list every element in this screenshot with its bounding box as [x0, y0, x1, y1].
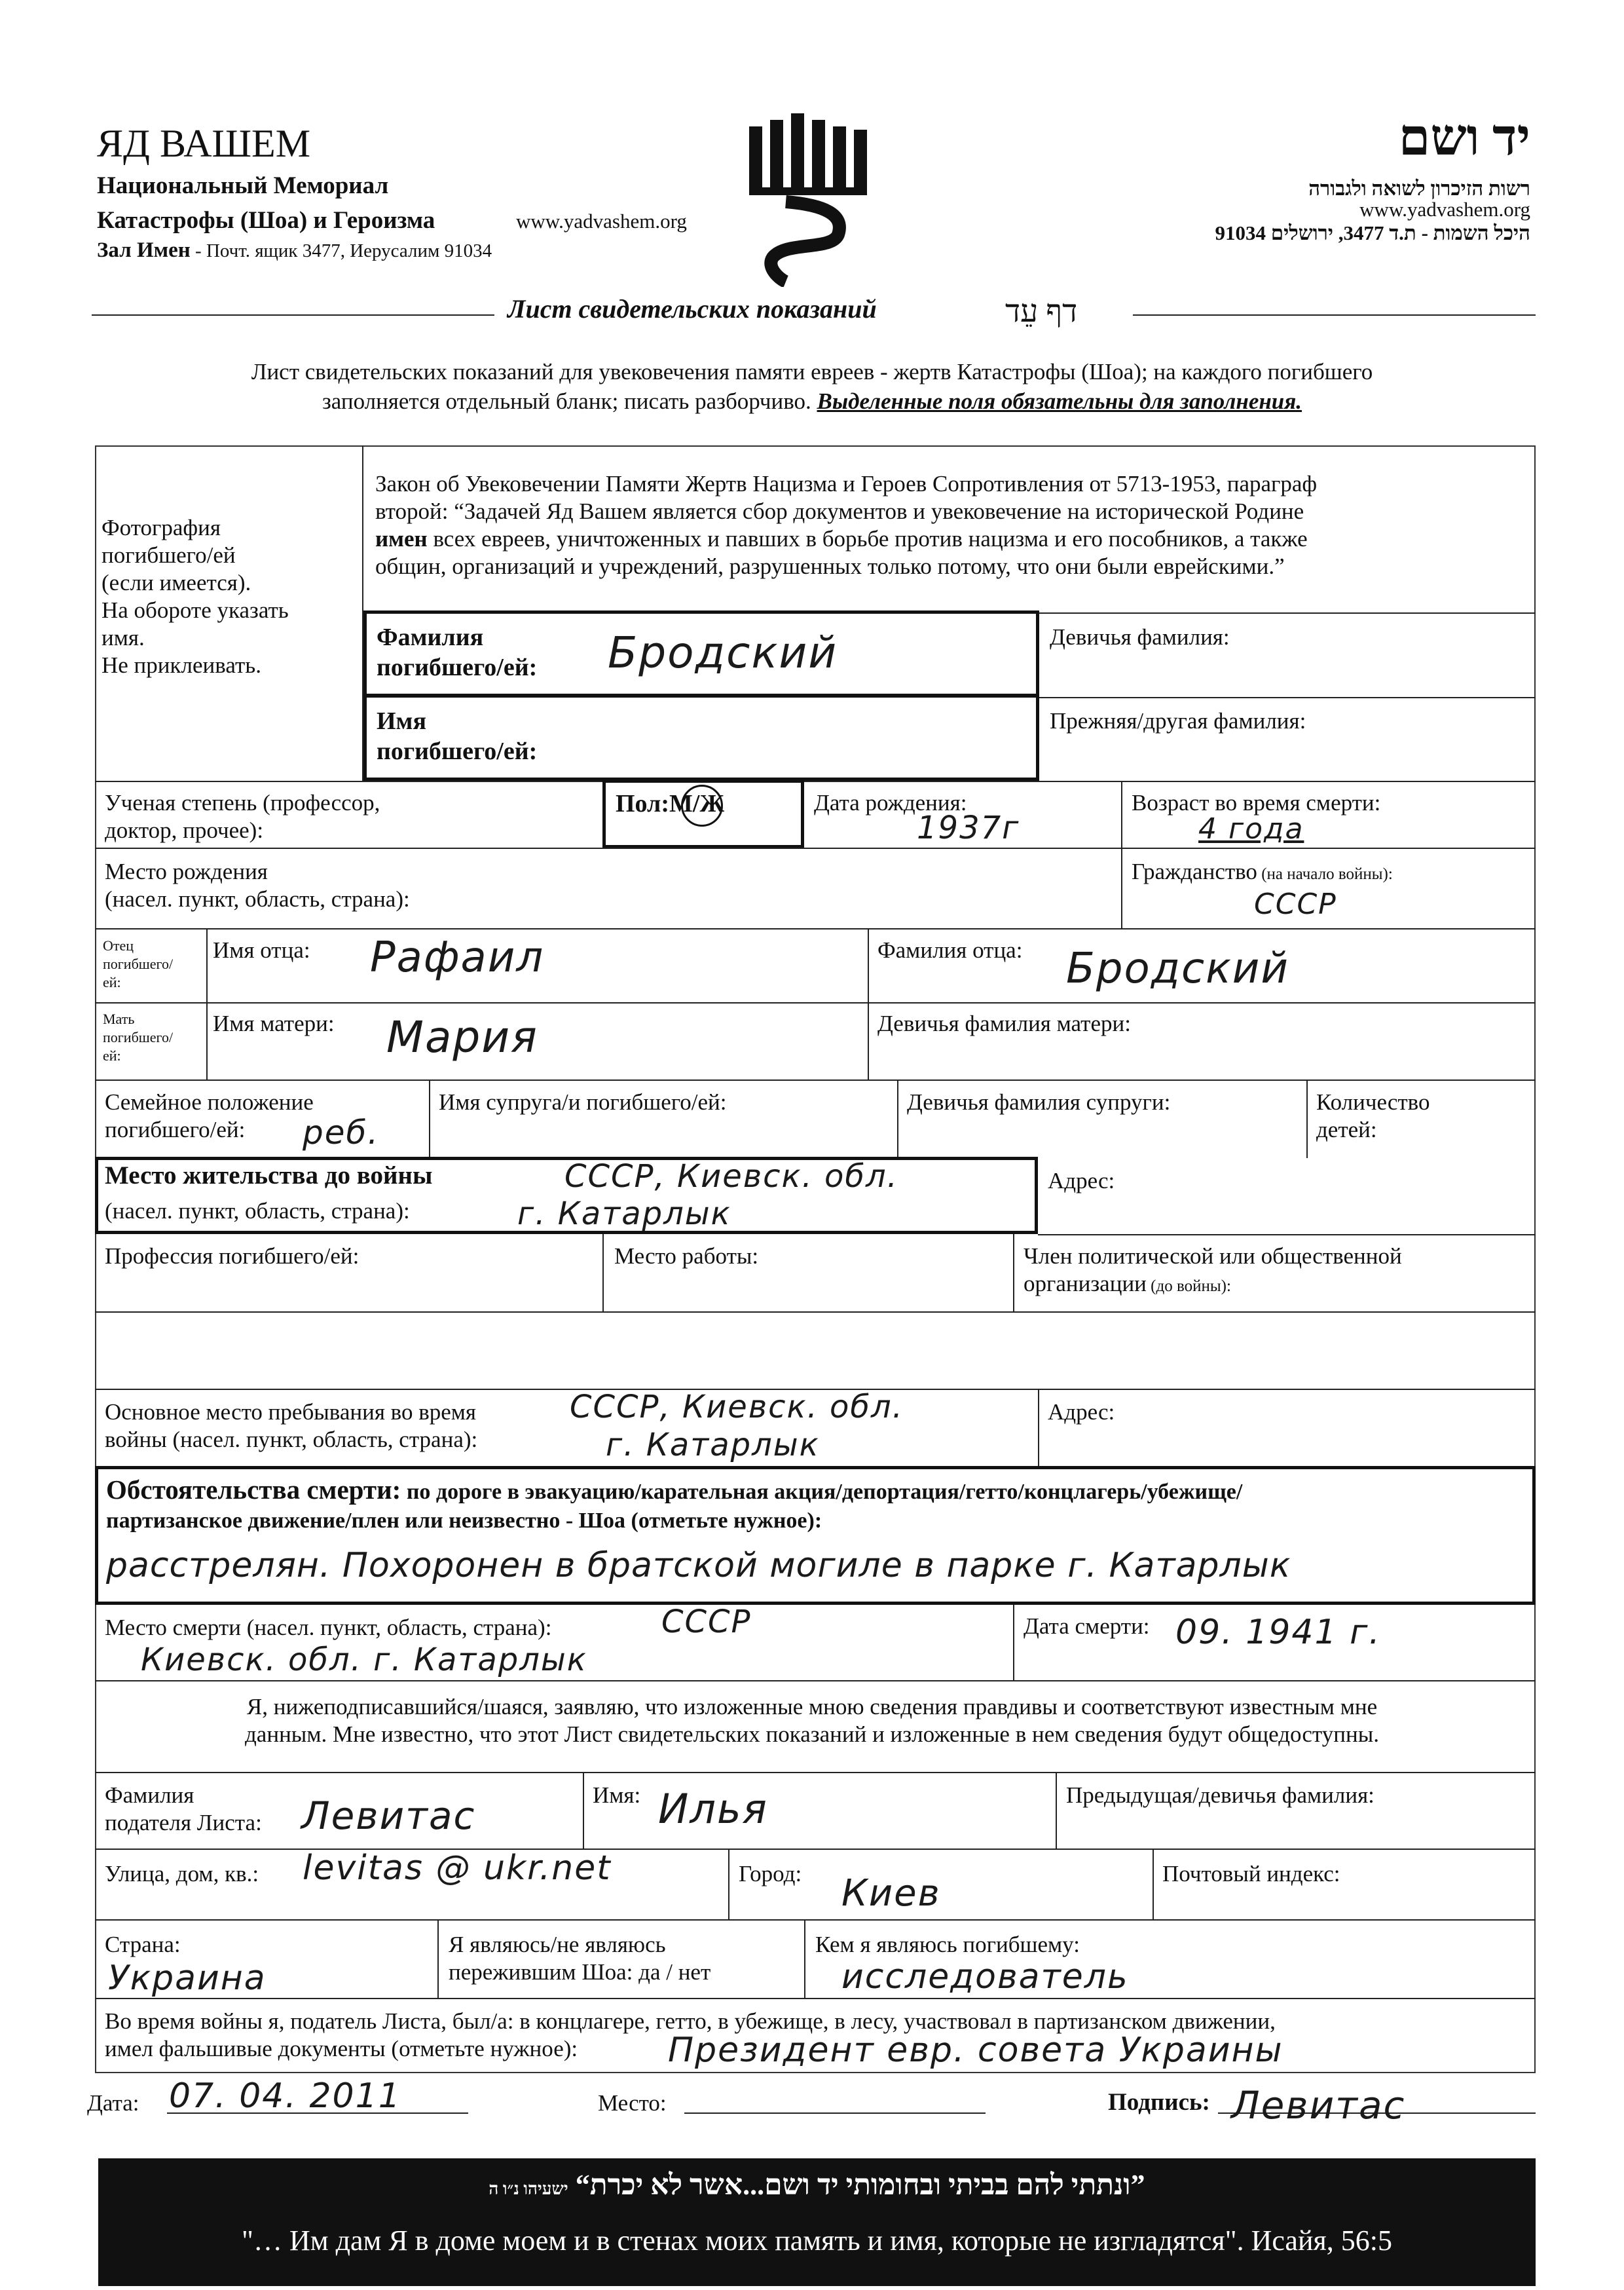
footer-ru-text: "… Им дам Я в доме моем и в стенах моих память и имя, которые не изгладятся". [242, 2224, 1244, 2257]
header-line3-ru [97, 238, 492, 263]
death-date-value: 09. 1941 г. [1175, 1613, 1381, 1652]
submitter-surname-line: Фамилия [105, 1782, 194, 1808]
submitter-prev-label: Предыдущая/девичья фамилия: [1066, 1782, 1375, 1808]
death-circ-label [106, 1475, 1242, 1535]
submitter-name-value: Илья [658, 1785, 768, 1833]
father-side-line: ей: [103, 974, 121, 990]
intro-line1: Лист свидетельских показаний для увековечения памяти евреев - жертв Катастрофы (Шоа); на каждого погибшего [251, 359, 1373, 385]
death-date-label: Дата смерти: [1024, 1613, 1150, 1639]
mother-name-value: Мария [386, 1012, 538, 1062]
wartime-self-line: имел фальшивые документы (отметьте нужное): [105, 2036, 578, 2061]
row-line [95, 781, 1536, 782]
form-title-he: דף עֵד [1005, 294, 1078, 329]
col-line [429, 1079, 430, 1158]
age-value: 4 года [1198, 812, 1304, 846]
birthplace-label-line: Место рождения [105, 859, 268, 884]
row-line [95, 1680, 1536, 1681]
footer-ru-quote [98, 2224, 1536, 2257]
wartime-value-2: г. Катарлык [606, 1427, 820, 1463]
col-line [1013, 1234, 1014, 1311]
col-line [1013, 1605, 1014, 1681]
degree-label-line: доктор, прочее): [105, 817, 264, 843]
mother-name-label: Имя матери: [213, 1011, 335, 1036]
photo-note-line: На обороте указать [101, 597, 289, 623]
signature-label: Подпись: [1108, 2089, 1210, 2116]
street-label: Улица, дом, кв.: [105, 1861, 259, 1886]
marital-value: реб. [303, 1114, 380, 1152]
death-place-label: Место смерти (насел. пункт, область, страна): [105, 1615, 552, 1640]
signature-value: Левитас [1231, 2083, 1406, 2128]
row-line [95, 848, 1536, 849]
address: - Почт. ящик 3477, Иерусалим 91034 [190, 240, 492, 261]
photo-note-line: имя. [101, 625, 145, 650]
citizenship-label-text: Гражданство [1132, 859, 1257, 884]
citizenship-value: СССР [1254, 888, 1337, 921]
law-line-rest: всех евреев, уничтоженных и павших в борьбе против нацизма и его пособников, а также [433, 526, 1308, 552]
father-name-label: Имя отца: [213, 937, 310, 963]
degree-label-line: Ученая степень (профессор, [105, 790, 380, 816]
father-surname-label: Фамилия отца: [877, 937, 1023, 963]
spouse-maiden-label: Девичья фамилия супруги: [907, 1089, 1171, 1115]
member-note: (до войны): [1146, 1277, 1231, 1295]
wartime-label-line: Основное место пребывания во время [105, 1399, 477, 1425]
row-line [1038, 1234, 1536, 1235]
death-circ-options: по дороге в эвакуацию/карательная акция/депортация/гетто/концлагерь/убежище/ [401, 1480, 1243, 1504]
col-line [1038, 1389, 1039, 1467]
declaration-line: данным. Мне известно, что этот Лист свидетельских показаний и изложенные в нем сведения будут общедоступны. [245, 1721, 1379, 1747]
submitter-surname-label [105, 1782, 262, 1837]
header-title-he: יד ושם [1398, 109, 1530, 166]
father-side-line: Отец [103, 937, 134, 954]
death-circ-line1 [106, 1475, 1242, 1507]
photo-note [101, 514, 289, 679]
member-label-line2 [1024, 1270, 1402, 1298]
footer-he-text: ”ונתתי להם בביתי ובחומותי יד ושם...אשר לא יכרת“ [575, 2169, 1145, 2201]
father-side-line: погибшего/ [103, 956, 174, 972]
col-line [437, 1919, 439, 1998]
residence-value-1: СССР, Киевск. обл. [564, 1158, 898, 1195]
row-line [95, 1919, 1536, 1921]
intro-required: Выделенные поля обязательны для заполнения. [817, 388, 1302, 414]
residence-label [105, 1161, 432, 1190]
wartime-value-1: СССР, Киевск. обл. [570, 1389, 904, 1425]
col-line [602, 1234, 604, 1311]
row-line [95, 1998, 1536, 1999]
mother-side [103, 1010, 173, 1065]
row-line [95, 928, 1536, 929]
residence-value-2: г. Катарлык [517, 1195, 731, 1232]
citizenship-label [1132, 858, 1393, 886]
residence-label-text: Место жительства до войны [105, 1161, 433, 1190]
surname-label-line: Фамилия [377, 624, 484, 651]
date-label: Дата: [87, 2090, 139, 2116]
survivor-label-line: Я являюсь/не являюсь [449, 1932, 666, 1957]
col-line [206, 928, 208, 1080]
marital-label-line: погибшего/ей: [105, 1117, 246, 1142]
law-line [375, 525, 1317, 553]
degree-label [105, 789, 380, 844]
header-title-ru: ЯД ВАШЕМ [97, 122, 311, 165]
children-label-line: детей: [1316, 1117, 1377, 1142]
row-line [95, 1311, 1536, 1313]
maiden-label: Девичья фамилия: [1050, 624, 1230, 650]
wartime-label-line: войны (насел. пункт, область, страна): [105, 1427, 478, 1452]
col-line [1056, 1772, 1057, 1849]
name-label-line: погибшего/ей: [377, 738, 538, 765]
footer-he-source: ישעיהו נ״ו ה [489, 2179, 568, 2198]
submitter-surname-value: Левитас [301, 1793, 476, 1838]
country-value: Украина [108, 1959, 267, 1998]
header-website-he: www.yadvashem.org [1359, 198, 1530, 221]
col-line [583, 1772, 584, 1849]
title-rule-right [1133, 314, 1536, 316]
gender-options[interactable]: М/Ж [669, 790, 725, 817]
birthdate-label: Дата рождения: [814, 790, 967, 816]
birthplace-label-line: (насел. пункт, область, страна): [105, 886, 410, 912]
birthplace-label [105, 858, 410, 913]
intro-line2 [0, 388, 1624, 415]
name-label-line: Имя [377, 707, 426, 735]
father-side [103, 937, 173, 992]
title-rule-left [92, 314, 494, 316]
surname-label [377, 622, 537, 683]
country-label: Страна: [105, 1932, 181, 1957]
death-circ-value: расстрелян. Похоронен в братской могиле в парке г. Катарлык [106, 1546, 1291, 1585]
law-line: Закон об Увековечении Памяти Жертв Нацизма и Героев Сопротивления от 5713-1953, параграф [375, 471, 1318, 497]
photo-note-line: Не приклеивать. [101, 652, 261, 678]
declaration [0, 1693, 1624, 1748]
header-website: www.yadvashem.org [516, 210, 687, 233]
footer-ru-source: Исайя, 56:5 [1251, 2224, 1392, 2257]
mother-side-line: ей: [103, 1047, 121, 1064]
law-text [375, 470, 1317, 580]
street-value: levitas @ ukr.net [303, 1849, 612, 1888]
col-line [897, 1079, 898, 1158]
footer-he-quote [98, 2168, 1536, 2202]
address-label: Адрес: [1048, 1168, 1115, 1193]
header-line3-he: היכל השמות - ת.ד 3477, ירושלים 91034 [1215, 221, 1530, 244]
submitter-surname-line: подателя Листа: [105, 1810, 262, 1835]
submitter-name-label: Имя: [593, 1782, 641, 1808]
relation-value: исследователь [841, 1957, 1129, 1997]
col-line [804, 1919, 805, 1998]
gender-circle [681, 785, 723, 827]
date-value: 07. 04. 2011 [169, 2076, 401, 2116]
member-label-text: организации [1024, 1271, 1147, 1296]
relation-label: Кем я являюсь погибшему: [815, 1932, 1080, 1957]
birthdate-value: 1937г [917, 810, 1020, 846]
col-line [728, 1849, 729, 1919]
yad-vashem-logo [747, 110, 877, 287]
law-line: второй: “Задачей Яд Вашем является сбор документов и увековечение на исторической Родине [375, 498, 1304, 524]
col-line [1153, 1849, 1154, 1919]
workplace-label: Место работы: [614, 1243, 759, 1269]
col-line [1306, 1079, 1308, 1158]
member-label [1024, 1243, 1402, 1298]
row-line [95, 1079, 1536, 1081]
wartime-self-line: Во время войны я, податель Листа, был/а: в концлагере, гетто, в убежище, в лесу, участвовал в партизанском движении, [105, 2008, 1276, 2034]
survivor-label [449, 1931, 710, 1986]
marital-label [105, 1089, 314, 1144]
header-line1-he: רשות הזיכרון לשואה ולגבורה [1308, 177, 1530, 200]
children-label-line: Количество [1316, 1089, 1430, 1115]
form-title: Лист свидетельских показаний [507, 294, 877, 324]
intro-line2-text: заполняется отдельный бланк; писать разборчиво. [322, 388, 811, 414]
place-underline [684, 2112, 986, 2114]
death-circ-line2: партизанское движение/плен или неизвестно - Шоа (отметьте нужное): [106, 1509, 822, 1533]
row-line [95, 1772, 1536, 1773]
col-line [1121, 781, 1122, 928]
place-label: Место: [598, 2090, 667, 2116]
mother-maiden-label: Девичья фамилия матери: [877, 1011, 1131, 1036]
children-label [1316, 1089, 1430, 1144]
law-line: общин, организаций и учреждений, разрушенных только потому, что они были еврейскими.” [375, 554, 1285, 579]
survivor-label-line[interactable]: пережившим Шоа: да / нет [449, 1959, 711, 1985]
header-line2-ru: Катастрофы (Шоа) и Героизма [97, 207, 435, 234]
age-label: Возраст во время смерти: [1132, 790, 1381, 816]
photo-note-line: погибшего/ей [101, 542, 236, 568]
header-line1-ru: Национальный Мемориал [97, 172, 389, 199]
city-value: Киев [841, 1872, 941, 1915]
marital-label-line: Семейное положение [105, 1089, 314, 1115]
member-label-line: Член политической или общественной [1024, 1243, 1402, 1269]
father-name-value: Рафаил [370, 933, 545, 982]
declaration-line: Я, нижеподписавшийся/шаяся, заявляю, что изложенные мною сведения правдивы и соответствуют известным мне [246, 1694, 1378, 1719]
profession-label: Профессия погибшего/ей: [105, 1243, 360, 1269]
death-place-value-1: СССР [661, 1604, 752, 1640]
surname-label-line: погибшего/ей: [377, 654, 538, 681]
wartime-label [105, 1398, 477, 1454]
spouse-name-label: Имя супруга/и погибшего/ей: [439, 1089, 727, 1115]
mother-side-line: погибшего/ [103, 1029, 174, 1045]
gender-label-text: Пол: [616, 790, 670, 817]
surname-value: Бродский [608, 628, 838, 678]
prev-surname-label: Прежняя/другая фамилия: [1050, 708, 1306, 734]
hall-of-names: Зал Имен [97, 238, 191, 262]
city-label: Город: [739, 1861, 802, 1886]
photo-note-line: (если имеется). [101, 570, 251, 595]
citizenship-note: (на начало войны): [1257, 865, 1393, 883]
mother-side-line: Мать [103, 1011, 135, 1027]
name-label [377, 706, 537, 766]
row-line [1039, 697, 1536, 698]
law-bold-word: имен [375, 526, 428, 552]
col-line [868, 928, 869, 1080]
father-surname-value: Бродский [1066, 945, 1289, 993]
row-line [95, 1002, 1536, 1004]
residence-sub: (насел. пункт, область, страна): [105, 1198, 410, 1224]
wartime-address-label: Адрес: [1048, 1399, 1115, 1425]
death-circ-title: Обстоятельства смерти: [106, 1474, 401, 1505]
wartime-self-value: Президент евр. совета Украины [668, 2031, 1283, 2070]
photo-note-line: Фотография [101, 515, 221, 540]
death-place-value-2: Киевск. обл. г. Катарлык [141, 1642, 587, 1678]
zip-label: Почтовый индекс: [1162, 1861, 1340, 1886]
